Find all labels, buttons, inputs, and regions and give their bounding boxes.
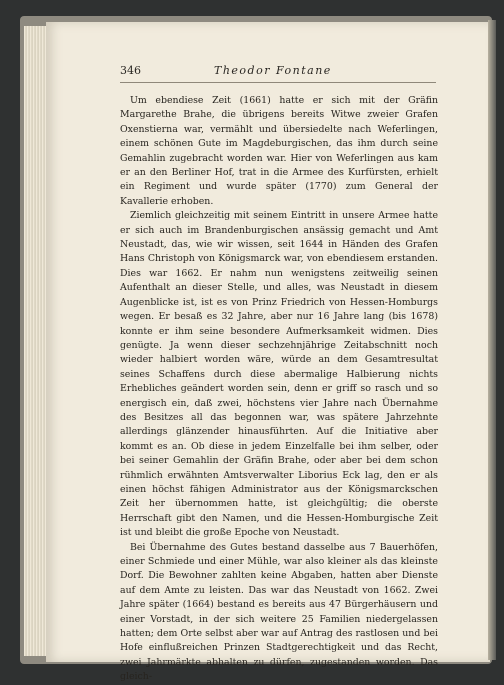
page-header — [120, 64, 436, 80]
running-head: Theodor Fontane — [214, 64, 332, 77]
header-rule — [120, 82, 436, 83]
paragraph-1: Um ebendiese Zeit (1661) hatte er sich mit der Gräfin Margarethe Brahe, die übrigens bereits Witwe zweier Grafen Oxenstierna war, vermählt und übersiedelte nach Weferlingen, einem schönen Gute im Magdeburgischen, das ihm durch seine Gemahlin zugebracht worden war. Hier von Weferlingen aus kam er an den Berliner Hof, trat in die Armee des Kurfürsten, erhielt ein Regiment und wurde später (1770) zum General der Kavallerie erhoben. — [120, 95, 438, 207]
paragraph-3: Bei Übernahme des Gutes bestand dasselbe aus 7 Bauerhöfen, einer Schmiede und einer Mühle, war also kleiner als das kleinste Dorf. Die Bewohner zahlten keine Abgaben, hatten aber Dienste auf dem Amte zu leisten. Das war das Neustadt von 1662. Zwei Jahre später (1664) bestand es bereits aus 47 Bürgerhäusern und einer Vorstadt, in der sich weitere 25 Familien niedergelassen hatten; dem Orte selbst aber war auf Antrag des rastlosen und bei Hofe einflußreichen Prinzen Stadtgerechtigkeit und das Recht, zwei Jahrmärkte abhalten zu dürfen, zugestanden worden. Das gleich- — [120, 541, 438, 683]
paragraph-2: Ziemlich gleichzeitig mit seinem Eintritt in unsere Armee hatte er sich auch im Brandenburgischen ansässig gemacht und Amt Neustadt, das, wie wir wissen, seit 1644 in Händen des Grafen Hans Christoph von Königsmarck war, von ebendiesem erstanden. Dies war 1662. Er nahm nun wenigstens zeitweilig seinen Aufenthalt an dieser Stelle, und alles, was Neustadt in diesem Augenblicke ist, ist es von Prinz Friedrich von Hessen-Homburgs wegen. Er besaß es 32 Jahre, aber nur 16 Jahre lang (bis 1678) konnte er ihm seine besondere Aufmerksamkeit widmen. Dies genügte. Ja wenn dieser sechzehnjährige Zeitabschnitt noch wieder halbiert worden wäre, würde an dem Gesamtresultat seines Schaffens durch diese abermalige Halbierung nichts Erhebliches geändert worden sein, denn er griff so rasch und so energisch ein, daß zwei, höchstens vier Jahre nach Übernahme des Besitzes all das begonnen war, was spätere Jahrzehnte allerdings glänzender hinausführten. Auf die Initiative aber kommt es an. Ob diese in jedem Einzelfalle bei ihm selber, oder bei seiner Gemahlin der Gräfin Brahe, oder aber bei dem schon rühmlich erwähnten Amtsverwalter Liborius Eck lag, den er als einen höchst fähigen Administrator aus der Königsmarckschen Zeit her übernommen hatte, ist gleichgültig; die oberste Herrschaft gibt den Namen, und die Hessen-Homburgische Zeit ist und bleibt die große Epoche von Neustadt. — [120, 210, 438, 539]
book-spine — [488, 20, 496, 660]
page-number: 346 — [120, 64, 141, 77]
page-body — [120, 94, 438, 685]
